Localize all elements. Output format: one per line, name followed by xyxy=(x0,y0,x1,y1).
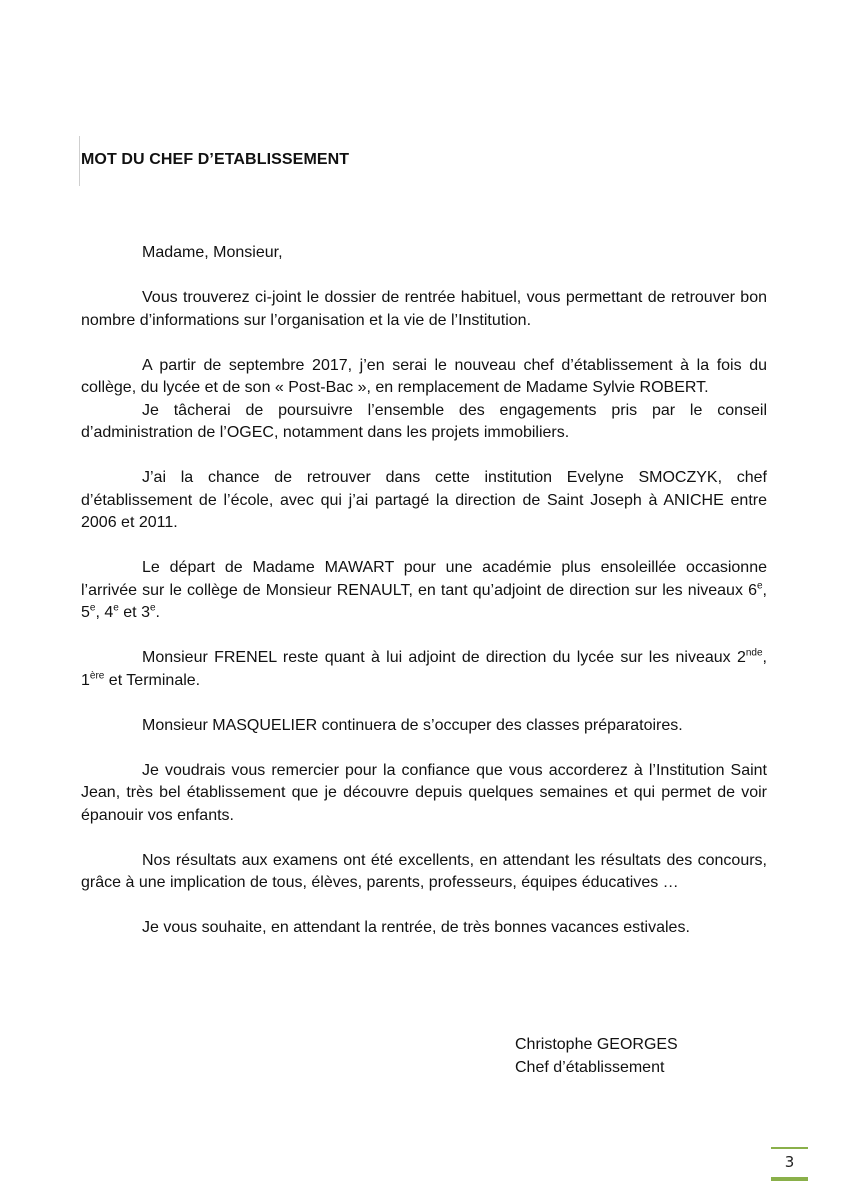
level-5: 5 xyxy=(81,604,90,621)
paragraph-classes-preparatoires: Monsieur MASQUELIER continuera de s’occuper des classes préparatoires. xyxy=(142,716,683,734)
paragraph-ecole: J’ai la chance de retrouver dans cette institution Evelyne SMOCZYK, chef d’établissement de l’école, avec qui j’ai partagé la direction de Saint Joseph à ANICHE entre 2006 et 2011. xyxy=(81,469,767,531)
paragraph-engagements: Je tâcherai de poursuivre l’ensemble des engagements pris par le conseil d’administration de l’OGEC, notamment dans les projets immobiliers. xyxy=(81,401,767,441)
paragraph-remerciements: Je voudrais vous remercier pour la confiance que vous accorderez à l’Institution Saint Jean, très bel établissement que je découvre depuis quelques semaines et qui permet de voir épanouir vos enfants. xyxy=(81,761,767,824)
paragraph-resultats: Nos résultats aux examens ont été excellents, en attendant les résultats des concours, grâce à une implication de tous, élèves, parents, professeurs, équipes éducatives … xyxy=(81,851,767,891)
level-2nde: 2 xyxy=(736,649,746,666)
signature-name: Christophe GEORGES xyxy=(515,1036,678,1053)
letter-body xyxy=(81,242,767,962)
page-number-top-bar xyxy=(771,1147,808,1149)
paragraph-college-text: Le départ de Madame MAWART pour une académie plus ensoleillée occasionne l’arrivée sur le collège de Monsieur RENAULT, en tant qu’adjoint de direction sur les niveaux xyxy=(81,559,767,599)
signature-title: Chef d’établissement xyxy=(515,1059,665,1076)
paragraph-lycee-text: Monsieur FRENEL reste quant à lui adjoint de direction du lycée sur les niveaux xyxy=(142,649,731,666)
salutation: Madame, Monsieur, xyxy=(142,244,283,261)
paragraph-college-adjoint: Le départ de Madame MAWART pour une académie plus ensoleillée occasionne l’arrivée sur le collège de Monsieur RENAULT, en tant qu’adjoint de direction sur les niveaux 6e, 5e, 4e et 3e. xyxy=(81,559,767,621)
left-margin-rule xyxy=(79,136,80,186)
page-number-bottom-bar xyxy=(771,1177,808,1181)
level-3: 3 xyxy=(141,604,150,621)
level-4: 4 xyxy=(104,604,114,621)
paragraph-nomination: A partir de septembre 2017, j’en serai le nouveau chef d’établissement à la fois du collège, du lycée et de son « Post-Bac », en remplacement de Madame Sylvie ROBERT. xyxy=(81,356,767,396)
level-1ere: 1 xyxy=(81,671,90,689)
paragraph-vacances: Je vous souhaite, en attendant la rentrée, de très bonnes vacances estivales. xyxy=(142,919,690,936)
page-title: MOT DU CHEF D’ETABLISSEMENT xyxy=(81,151,350,168)
page-number: 3 xyxy=(784,1153,795,1171)
signature-block xyxy=(515,1033,678,1079)
page-number-box xyxy=(771,1147,808,1181)
paragraph-dossier: Vous trouverez ci-joint le dossier de rentrée habituel, vous permettant de retrouver bon nombre d’informations sur l’organisation et la vie de l’Institution. xyxy=(81,289,767,329)
paragraph-lycee-adjoint: Monsieur FRENEL reste quant à lui adjoint de direction du lycée sur les niveaux 2nde, 1ère et Terminale. xyxy=(81,647,767,689)
level-6: 6 xyxy=(748,581,757,599)
